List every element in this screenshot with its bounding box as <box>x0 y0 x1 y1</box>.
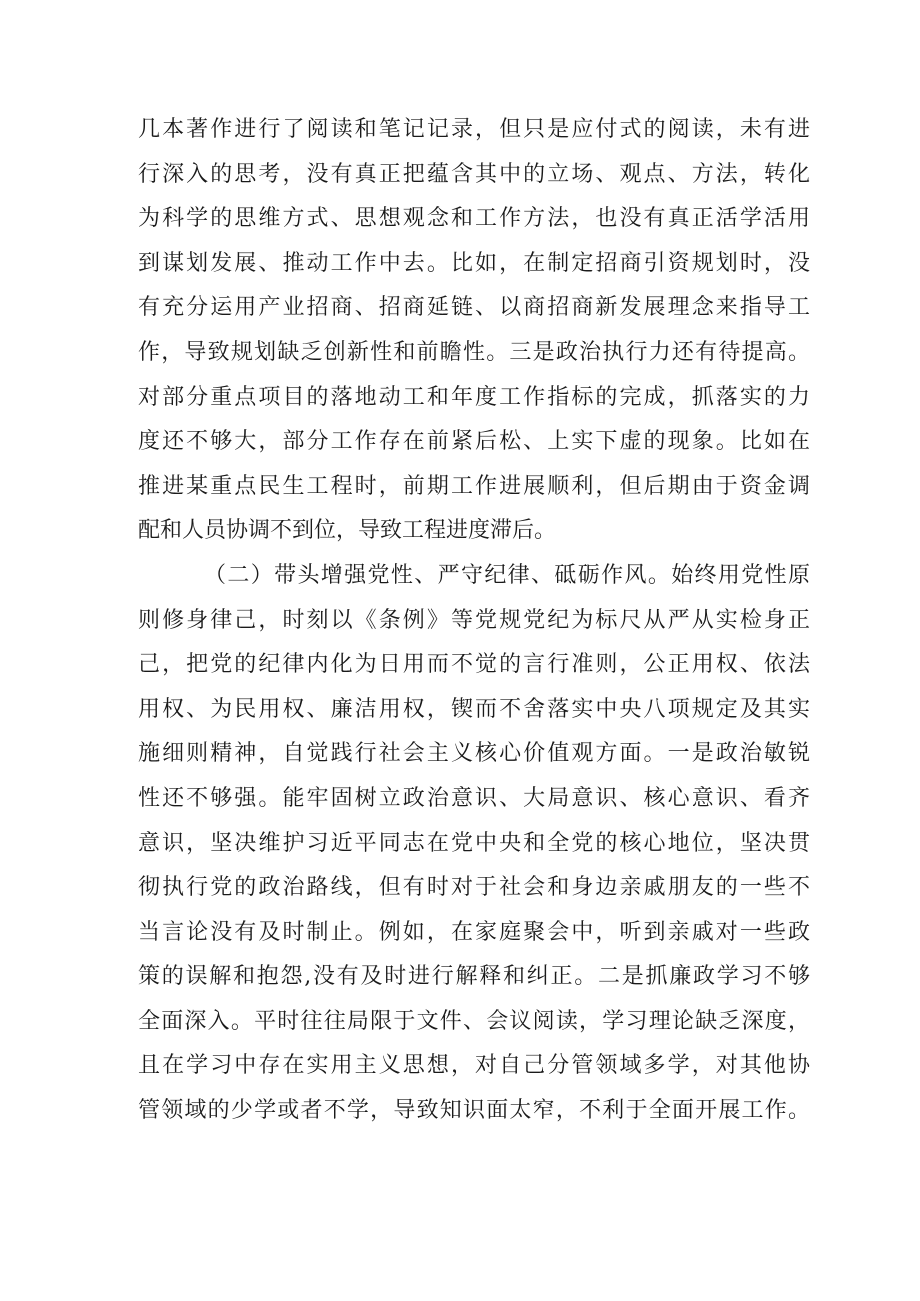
section-heading-line: （二）带头增强党性、严守纪律、砥砺作风。始终用党性原 <box>204 562 810 588</box>
text-line: 则修身律己，时刻以《条例》等党规党纪为标尺从严从实检身正 <box>138 607 810 633</box>
text-line: 用权、为民用权、廉洁用权，锲而不舍落实中央八项规定及其实 <box>138 696 810 722</box>
text-line: 且在学习中存在实用主义思想，对自己分管领域多学，对其他协 <box>138 1053 810 1079</box>
text-line: 己，把党的纪律内化为日用而不觉的言行准则，公正用权、依法 <box>138 652 810 678</box>
text-line: 意识，坚决维护习近平同志在党中央和全党的核心地位，坚决贯 <box>138 830 810 856</box>
text-line: 管领域的少学或者不学，导致知识面太窄，不利于全面开展工作。 <box>138 1098 810 1124</box>
text-line: 施细则精神，自觉践行社会主义核心价值观方面。一是政治敏锐 <box>138 741 810 767</box>
text-line: 行深入的思考，没有真正把蕴含其中的立场、观点、方法，转化 <box>138 161 810 187</box>
text-line: 为科学的思维方式、思想观念和工作方法，也没有真正活学活用 <box>138 206 810 232</box>
text-line: 到谋划发展、推动工作中去。比如，在制定招商引资规划时，没 <box>138 250 810 276</box>
text-line: 度还不够大，部分工作存在前紧后松、上实下虚的现象。比如在 <box>138 429 810 455</box>
text-line: 性还不够强。能牢固树立政治意识、大局意识、核心意识、看齐 <box>138 785 810 811</box>
text-line: 当言论没有及时制止。例如，在家庭聚会中，听到亲戚对一些政 <box>138 919 810 945</box>
text-line: 策的误解和抱怨,没有及时进行解释和纠正。二是抓廉政学习不够 <box>138 964 810 990</box>
text-line: 对部分重点项目的落地动工和年度工作指标的完成，抓落实的力 <box>138 384 810 410</box>
text-line: 有充分运用产业招商、招商延链、以商招商新发展理念来指导工 <box>138 295 810 321</box>
text-line: 彻执行党的政治路线，但有时对于社会和身边亲戚朋友的一些不 <box>138 875 810 901</box>
text-line: 推进某重点民生工程时，前期工作进展顺利，但后期由于资金调 <box>138 473 810 499</box>
text-line: 全面深入。平时往往局限于文件、会议阅读，学习理论缺乏深度， <box>138 1008 810 1034</box>
text-line: 配和人员协调不到位，导致工程进度滞后。 <box>138 518 557 544</box>
text-line: 几本著作进行了阅读和笔记记录，但只是应付式的阅读，未有进 <box>138 117 810 142</box>
text-line: 作，导致规划缺乏创新性和前瞻性。三是政治执行力还有待提高。 <box>138 339 810 365</box>
body-text <box>138 108 810 1134</box>
